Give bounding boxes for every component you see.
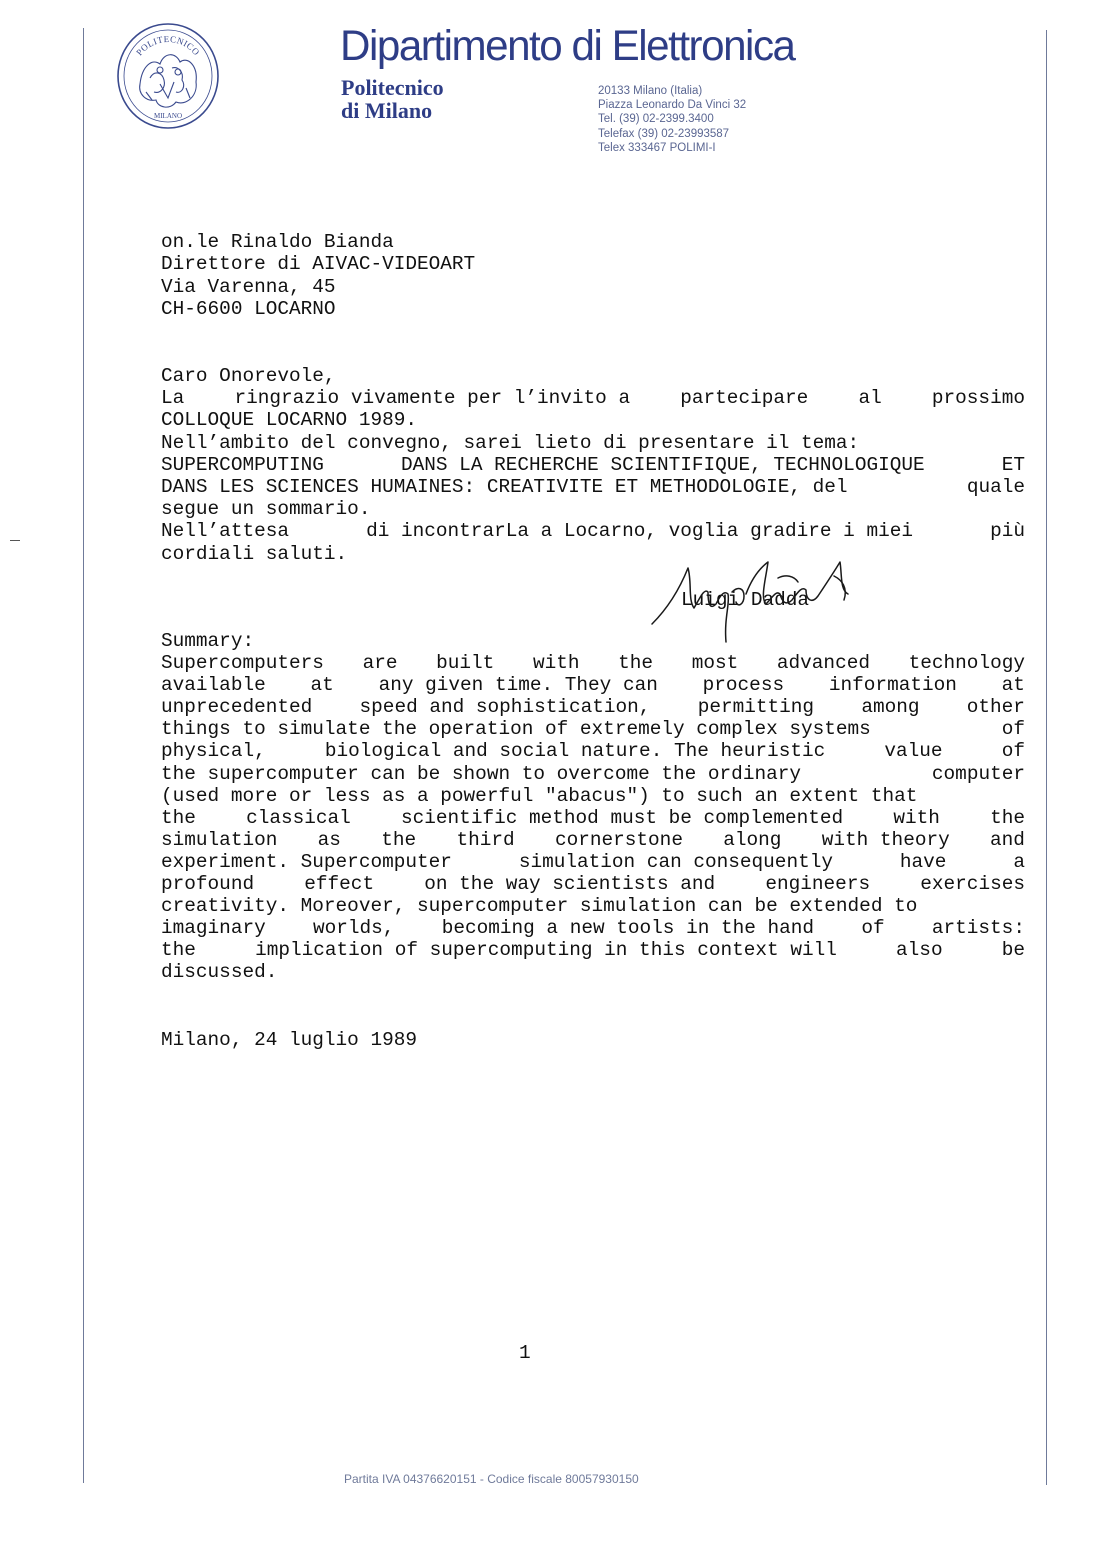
institution-name: [341, 76, 444, 122]
summary-word: be: [1001, 939, 1025, 962]
summary-word: most: [691, 652, 739, 675]
summary-line: [161, 829, 1025, 851]
summary-word: the: [990, 806, 1025, 829]
summary-word: biological and social nature. The heuristic: [324, 740, 826, 763]
summary-word: engineers: [765, 873, 871, 896]
summary-word: the: [161, 939, 196, 962]
body-word: Nell’attesa: [161, 520, 289, 543]
address-line: Telefax (39) 02-23993587: [598, 127, 730, 140]
body-line: [161, 520, 1025, 542]
summary-word: physical,: [161, 740, 266, 763]
summary-word: things to simulate the operation of extremely complex systems: [161, 718, 871, 741]
summary-section: [161, 630, 1025, 984]
recipient-line: Direttore di AIVAC-VIDEOART: [161, 253, 476, 276]
summary-word: permitting: [697, 696, 815, 719]
body-word: partecipare: [680, 387, 809, 410]
summary-word: at: [310, 674, 334, 697]
summary-word: experiment. Supercomputer: [161, 850, 452, 873]
summary-line: [161, 895, 1025, 917]
address-block: [598, 84, 746, 155]
body-word: ringrazio vivamente per l’invito a: [234, 387, 631, 410]
summary-word: scientific method must be complemented: [401, 806, 844, 829]
recipient-line: CH-6600 LOCARNO: [161, 297, 336, 320]
summary-word: process: [702, 674, 785, 697]
summary-word: (used more or less as a powerful "abacus") to such an extent that: [161, 784, 918, 807]
letter-date: Milano, 24 luglio 1989: [161, 1029, 417, 1051]
summary-word: imaginary: [161, 917, 266, 940]
recipient-block: [161, 231, 475, 320]
summary-word: of: [1001, 740, 1025, 763]
politecnico-seal-logo: [116, 22, 220, 130]
right-margin-line: [1046, 30, 1047, 1485]
body-word: SUPERCOMPUTING: [161, 453, 324, 476]
summary-word: worlds,: [312, 917, 395, 940]
summary-word: value: [884, 740, 943, 763]
body-word: DANS LA RECHERCHE SCIENTIFIQUE, TECHNOLOGIQUE: [401, 453, 925, 476]
summary-line: [161, 917, 1025, 939]
summary-word: any given time. They can: [378, 674, 658, 697]
body-word: DANS LES SCIENCES HUMAINES: CREATIVITE ET METHODOLOGIE, del: [161, 476, 848, 499]
body-word: prossimo: [931, 387, 1025, 410]
summary-word: artists:: [931, 917, 1025, 940]
summary-line: [161, 785, 1025, 807]
summary-word: are: [362, 652, 398, 675]
summary-word: also: [896, 939, 943, 962]
body-word: ET: [1001, 453, 1025, 476]
summary-word: unprecedented: [161, 696, 313, 719]
body-word: quale: [966, 476, 1025, 499]
scan-mark: [10, 540, 20, 541]
summary-word: the: [381, 828, 417, 851]
summary-word: the: [618, 652, 654, 675]
summary-word: becoming a new tools in the hand: [441, 917, 815, 940]
summary-word: at: [1001, 674, 1025, 697]
summary-word: technology: [908, 652, 1025, 675]
summary-line: [161, 763, 1025, 785]
address-line: Tel. (39) 02-2399.3400: [598, 113, 714, 126]
summary-heading: Summary:: [161, 630, 255, 652]
body-line: [161, 387, 1025, 409]
page-number: 1: [519, 1342, 531, 1364]
summary-line: [161, 873, 1025, 895]
summary-word: simulation: [161, 828, 278, 851]
left-margin-line: [83, 28, 84, 1483]
summary-line: [161, 696, 1025, 718]
institution-line-1: Politecnico: [341, 75, 444, 100]
summary-word: effect: [304, 873, 375, 896]
summary-word: of: [861, 917, 885, 940]
summary-word: along: [723, 828, 782, 851]
summary-word: the: [161, 806, 196, 829]
summary-word: other: [966, 696, 1025, 719]
greeting: Caro Onorevole,: [161, 365, 336, 387]
summary-word: computer: [931, 762, 1025, 785]
summary-line: [161, 851, 1025, 873]
body-line: segue un sommario.: [161, 498, 371, 521]
summary-word: profound: [161, 873, 255, 896]
address-line: 20133 Milano (Italia): [598, 85, 703, 97]
summary-word: have: [899, 850, 947, 873]
footer-tax-info: Partita IVA 04376620151 - Codice fiscale 80057930150: [344, 1472, 639, 1486]
summary-word: with: [532, 652, 580, 675]
summary-line: discussed.: [161, 961, 278, 984]
body-line: Nell’ambito del convegno, sarei lieto di presentare il tema:: [161, 431, 860, 454]
recipient-line: Via Varenna, 45: [161, 275, 336, 298]
summary-line: [161, 939, 1025, 961]
summary-line: [161, 652, 1025, 674]
body-word: di incontrarLa a Locarno, voglia gradire i miei: [366, 520, 913, 543]
summary-line: [161, 807, 1025, 829]
signer-name: Luigi Dadda: [681, 589, 809, 611]
summary-word: information: [828, 674, 957, 697]
body-word: al: [858, 387, 882, 410]
summary-word: built: [436, 652, 495, 675]
summary-word: as: [317, 828, 341, 851]
summary-word: speed and sophistication,: [359, 696, 651, 719]
summary-word: on the way scientists and: [424, 873, 716, 896]
body-line: COLLOQUE LOCARNO 1989.: [161, 409, 417, 432]
summary-word: a: [1013, 850, 1025, 873]
body-word: più: [990, 520, 1025, 543]
summary-word: the supercomputer can be shown to overcome the ordinary: [161, 762, 801, 785]
summary-word: cornerstone: [554, 828, 683, 851]
body-line: [161, 454, 1025, 476]
summary-word: available: [161, 674, 266, 697]
summary-word: with: [893, 806, 940, 829]
summary-line: [161, 740, 1025, 762]
summary-word: creativity. Moreover, supercomputer simulation can be extended to: [161, 895, 918, 918]
department-title: Dipartimento di Elettronica: [340, 22, 795, 70]
summary-word: third: [456, 828, 515, 851]
address-line: Piazza Leonardo Da Vinci 32: [598, 99, 747, 112]
summary-word: among: [861, 696, 920, 719]
summary-word: with theory: [821, 828, 950, 851]
letter-body: [161, 365, 1025, 565]
summary-word: of: [1001, 718, 1025, 741]
svg-text:POLITECNICO: POLITECNICO: [134, 33, 202, 58]
summary-word: implication of supercomputing in this context will: [255, 939, 837, 962]
summary-word: Supercomputers: [161, 652, 324, 675]
summary-word: classical: [246, 806, 351, 829]
summary-line: [161, 718, 1025, 740]
body-line: cordiali saluti.: [161, 542, 348, 565]
summary-word: exercises: [920, 873, 1025, 896]
body-word: La: [161, 387, 185, 410]
summary-word: simulation can consequently: [518, 850, 833, 873]
body-line: [161, 476, 1025, 498]
summary-line: [161, 674, 1025, 696]
summary-word: and: [990, 828, 1025, 851]
svg-text:MILANO: MILANO: [154, 112, 182, 120]
recipient-line: on.le Rinaldo Bianda: [161, 231, 394, 253]
address-line: Telex 333467 POLIMI-I: [598, 141, 716, 154]
institution-line-2: di Milano: [341, 98, 433, 123]
summary-word: advanced: [776, 652, 870, 675]
